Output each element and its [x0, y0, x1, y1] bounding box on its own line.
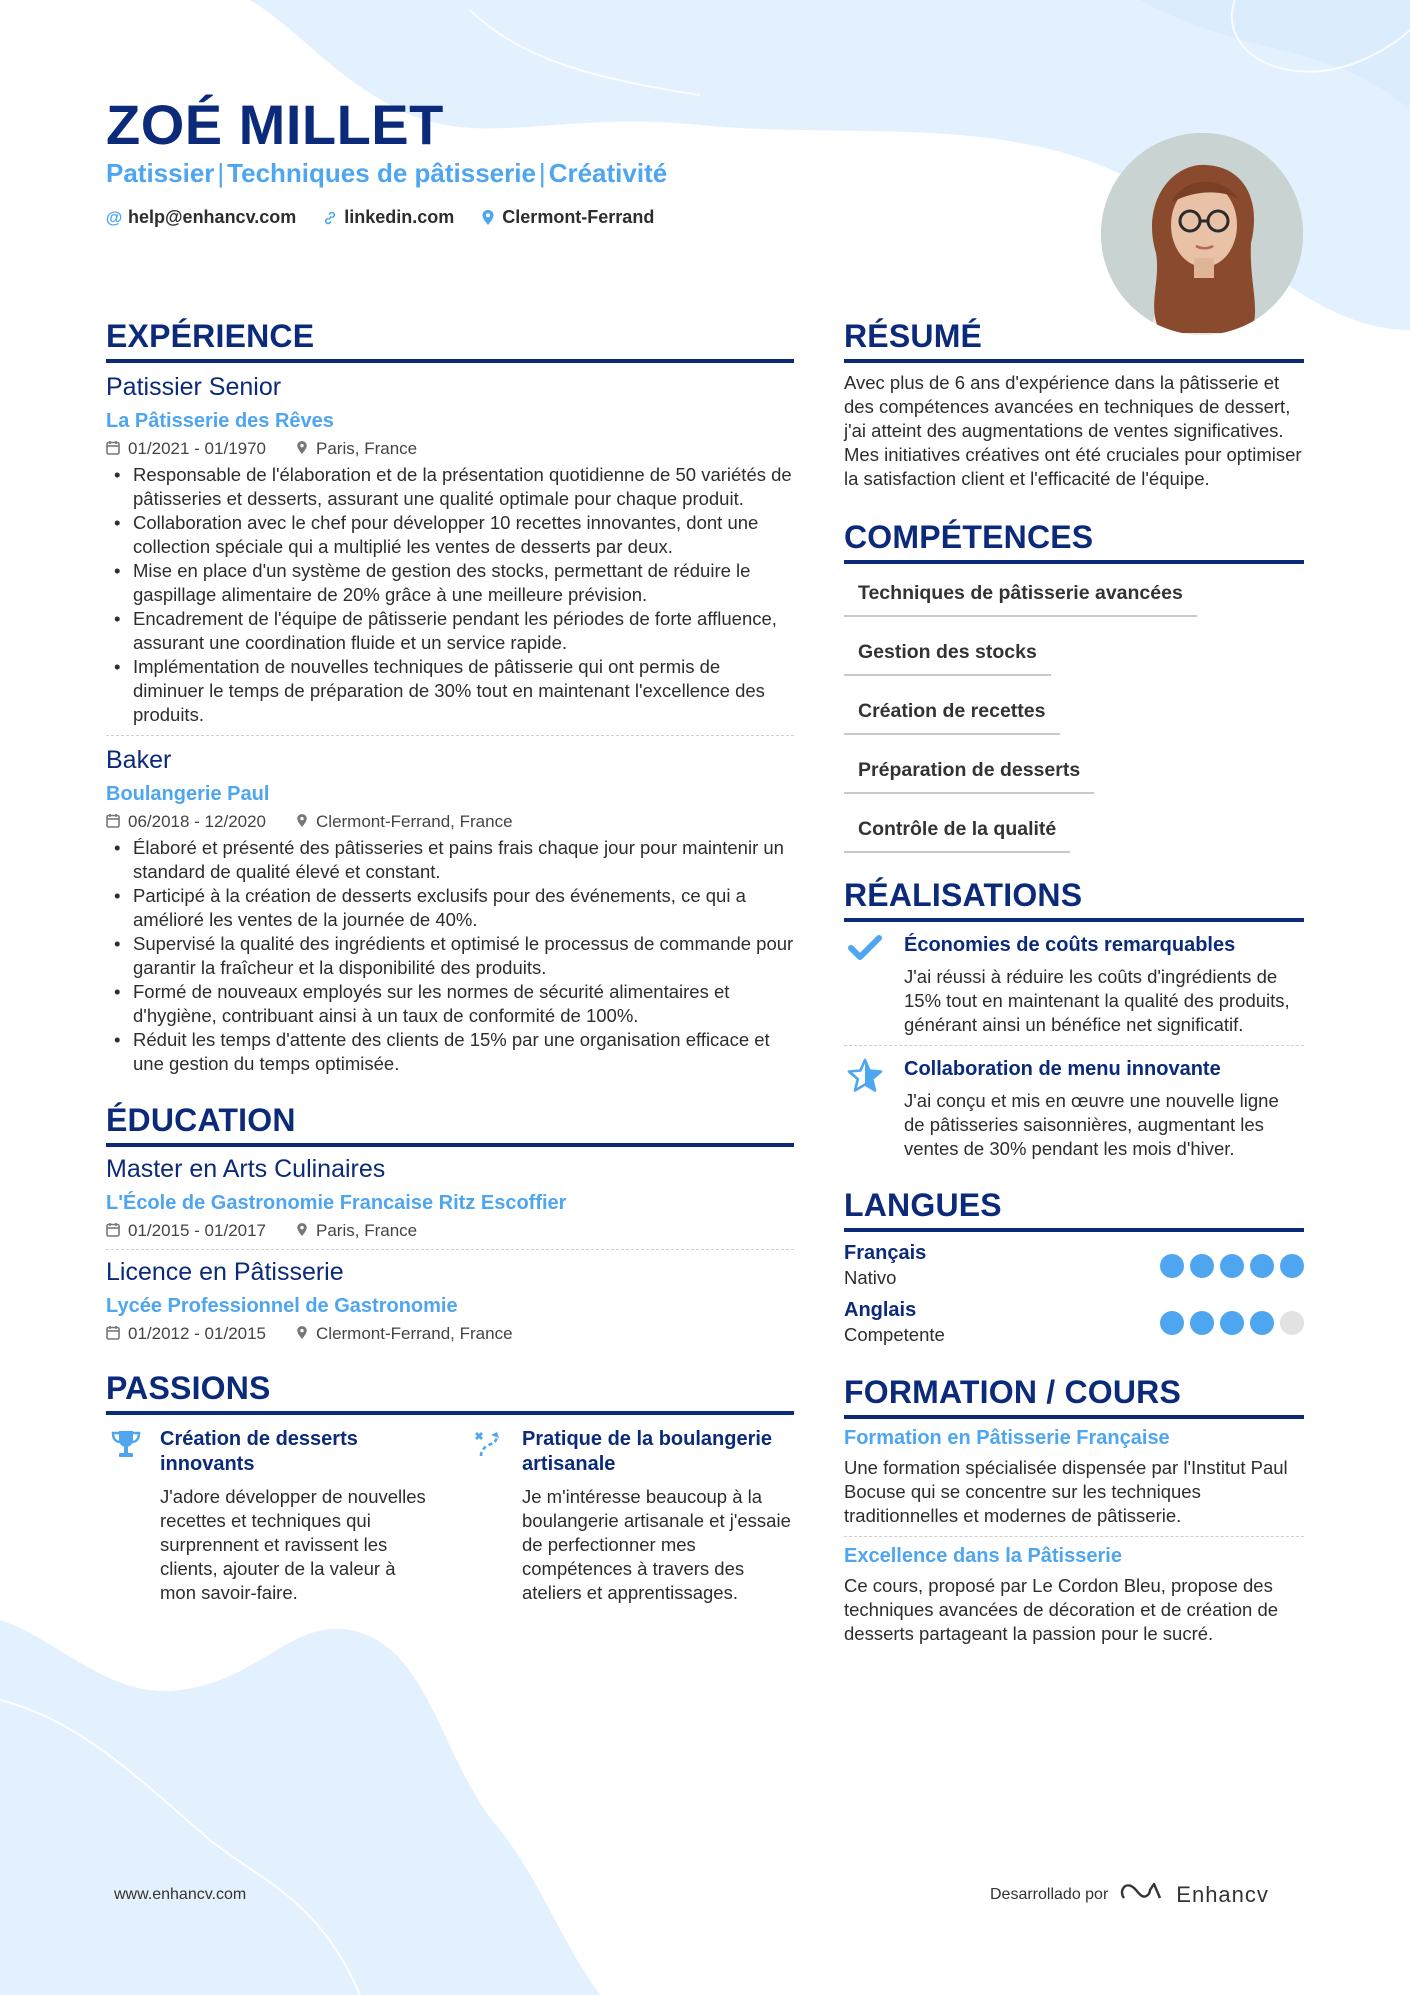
rating-dot-filled [1160, 1254, 1184, 1278]
company-name: Boulangerie Paul [106, 783, 270, 805]
experience-entry [106, 746, 794, 1076]
rating-dot-filled [1220, 1311, 1244, 1335]
headline-trait: Créativité [548, 158, 668, 188]
achievement-title: Économies de coûts remarquables [904, 934, 1236, 956]
job-bullet: • Participé à la création de desserts exclusifs pour des événements, ce qui a amélioré les ventes de la journée de 40%. [106, 884, 794, 932]
summary-section-title: RÉSUMÉ [844, 318, 1304, 363]
location-pin-icon [480, 209, 496, 226]
job-location [296, 439, 417, 459]
course-title: Excellence dans la Pâtisserie [844, 1545, 1122, 1567]
job-bullet: • Mise en place d'un système de gestion des stocks, permettant de réduire le gaspillage alimentaire de 20% grâce à une meilleure prévision. [106, 559, 794, 607]
courses-section-title: FORMATION / COURS [844, 1374, 1304, 1419]
contact-linkedin[interactable] [322, 207, 454, 228]
calendar-icon [106, 440, 120, 459]
achievement-item [844, 1058, 1304, 1161]
rating-dot-empty [1280, 1311, 1304, 1335]
job-dates-text: 01/2021 - 01/1970 [128, 439, 267, 458]
job-bullet: • Encadrement de l'équipe de pâtisserie pendant les périodes de forte affluence, assurant une coordination fluide et un service rapide. [106, 607, 794, 655]
skill-tag: Techniques de pâtisserie avancées [844, 574, 1197, 617]
language-level: Competente [844, 1324, 945, 1345]
achievement-description: J'ai conçu et mis en œuvre une nouvelle ligne de pâtisseries saisonnières, augmentant les ventes de 30% pendant les mois d'hiver. [904, 1090, 1279, 1159]
job-bullet: • Implémentation de nouvelles techniques de pâtisserie qui ont permis de diminuer le temps de préparation de 30% tout en maintenant l'excellence des produits. [106, 655, 794, 727]
job-location-text: Paris, France [316, 439, 418, 458]
job-bullet: • Supervisé la qualité des ingrédients et optimisé le processus de commande pour garantir la fraîcheur et la disponibilité des produits. [106, 932, 794, 980]
divider [106, 1249, 794, 1250]
education-location [296, 1324, 513, 1344]
right-column [844, 318, 1304, 1646]
school-name: Lycée Professionnel de Gastronomie [106, 1295, 458, 1317]
contact-location [480, 207, 654, 228]
footer-website[interactable]: www.enhancv.com [114, 1886, 247, 1903]
skill-tag: Création de recettes [844, 692, 1060, 735]
degree-title: Licence en Pâtisserie [106, 1258, 344, 1286]
language-item [844, 1242, 1304, 1289]
job-dates [106, 812, 266, 832]
passion-item [468, 1427, 794, 1605]
rating-dot-filled [1220, 1254, 1244, 1278]
star-icon [844, 1058, 886, 1161]
contact-email[interactable] [106, 207, 296, 228]
calendar-icon [106, 1222, 120, 1241]
candidate-name: ZOÉ MILLET [106, 93, 444, 156]
enhancv-logo-icon [1120, 1880, 1164, 1909]
link-icon [322, 210, 338, 226]
job-location [296, 812, 513, 832]
location-pin-icon [296, 1325, 308, 1344]
checkmark-icon [844, 934, 886, 1037]
powered-by-label: Desarrollado por [990, 1885, 1109, 1903]
headline-separator: | [217, 158, 225, 188]
passions-section-title: PASSIONS [106, 1370, 794, 1415]
headline-skill: Techniques de pâtisserie [227, 158, 536, 188]
passion-title: Pratique de la boulangerie artisanale [522, 1428, 773, 1475]
job-bullets [106, 463, 794, 727]
headline-role: Patissier [106, 158, 215, 188]
achievement-item [844, 934, 1304, 1037]
rating-dot-filled [1250, 1311, 1274, 1335]
course-description: Une formation spécialisée dispensée par l'Institut Paul Bocuse qui se concentre sur les techniques traditionnelles et modernes de pâtisserie. [844, 1457, 1288, 1526]
course-item [844, 1545, 1304, 1646]
experience-section-title: EXPÉRIENCE [106, 318, 794, 363]
divider [106, 735, 794, 736]
skill-tag: Contrôle de la qualité [844, 810, 1070, 853]
company-name: La Pâtisserie des Rêves [106, 410, 334, 432]
job-bullet: • Collaboration avec le chef pour développer 10 recettes innovantes, dont une collection spéciale qui a multiplié les ventes de desserts par deux. [106, 511, 794, 559]
left-column [106, 318, 794, 1605]
divider [844, 1045, 1304, 1046]
rating-dot-filled [1190, 1254, 1214, 1278]
calendar-icon [106, 813, 120, 832]
rating-dot-filled [1160, 1311, 1184, 1335]
experience-entry [106, 373, 794, 727]
education-entry [106, 1155, 794, 1241]
languages-section-title: LANGUES [844, 1187, 1304, 1232]
headline [106, 158, 667, 189]
language-item [844, 1299, 1304, 1346]
language-name: Français [844, 1242, 927, 1264]
job-bullet: • Formé de nouveaux employés sur les normes de sécurité alimentaires et d'hygiène, contribuant ainsi à un taux de conformité de 100%. [106, 980, 794, 1028]
skills-section-title: COMPÉTENCES [844, 519, 1304, 564]
job-title: Patissier Senior [106, 373, 282, 401]
job-bullet: • Responsable de l'élaboration et de la présentation quotidienne de 50 variétés de pâtisseries et desserts, assurant une qualité optimale pour chaque produit. [106, 463, 794, 511]
school-name: L'École de Gastronomie Francaise Ritz Escoffier [106, 1192, 567, 1214]
degree-title: Master en Arts Culinaires [106, 1155, 386, 1183]
education-meta [106, 1221, 794, 1241]
contact-info [106, 207, 654, 228]
education-location-text: Paris, France [316, 1221, 418, 1240]
job-bullet: • Réduit les temps d'attente des clients de 15% par une organisation efficace et une gestion du temps optimisée. [106, 1028, 794, 1076]
trophy-icon [106, 1427, 146, 1605]
job-location-text: Clermont-Ferrand, France [316, 812, 513, 831]
rating-dot-filled [1280, 1254, 1304, 1278]
achievement-title: Collaboration de menu innovante [904, 1058, 1221, 1080]
achievements-section-title: RÉALISATIONS [844, 877, 1304, 922]
education-entry [106, 1258, 794, 1344]
email-text: help@enhancv.com [128, 207, 297, 227]
language-rating [1160, 1254, 1304, 1278]
job-bullets [106, 836, 794, 1076]
skill-tag: Gestion des stocks [844, 633, 1051, 676]
language-rating [1160, 1311, 1304, 1335]
education-dates-text: 01/2015 - 01/2017 [128, 1221, 267, 1240]
passion-item [106, 1427, 432, 1605]
education-dates-text: 01/2012 - 01/2015 [128, 1324, 267, 1343]
language-level: Nativo [844, 1267, 897, 1288]
education-location [296, 1221, 417, 1241]
rating-dot-filled [1190, 1311, 1214, 1335]
linkedin-text: linkedin.com [344, 207, 455, 227]
job-meta [106, 439, 794, 459]
skill-tag: Préparation de desserts [844, 751, 1094, 794]
summary-text: Avec plus de 6 ans d'expérience dans la pâtisserie et des compétences avancées en techniques de dessert, j'ai atteint des augmentations de ventes significatives. Mes initiatives créatives ont été cruciales pour optimiser la satisfaction client et l'efficacité de l'équipe. [844, 372, 1302, 489]
job-title: Baker [106, 746, 172, 774]
job-dates [106, 439, 266, 459]
passion-description: Je m'intéresse beaucoup à la boulangerie artisanale et j'essaie de perfectionner mes compétences à travers des ateliers et apprentissages. [522, 1486, 791, 1603]
job-meta [106, 812, 794, 832]
rating-dot-filled [1250, 1254, 1274, 1278]
calendar-icon [106, 1325, 120, 1344]
passion-title: Création de desserts innovants [160, 1428, 358, 1475]
skills-list [844, 574, 1304, 869]
location-text: Clermont-Ferrand [502, 207, 655, 227]
achievement-description: J'ai réussi à réduire les coûts d'ingrédients de 15% tout en maintenant la qualité des produits, générant ainsi un bénéfice net significatif. [904, 966, 1290, 1035]
course-title: Formation en Pâtisserie Française [844, 1427, 1170, 1449]
headline-separator: | [538, 158, 546, 188]
education-dates [106, 1221, 266, 1241]
profile-photo [1101, 133, 1303, 335]
language-name: Anglais [844, 1299, 917, 1321]
education-meta [106, 1324, 794, 1344]
job-bullet: • Élaboré et présenté des pâtisseries et pains frais chaque jour pour maintenir un standard de qualité élevé et constant. [106, 836, 794, 884]
passion-description: J'adore développer de nouvelles recettes et techniques qui surprennent et ravissent les clients, ajouter de la valeur à mon savoir-faire. [160, 1486, 426, 1603]
course-item [844, 1427, 1304, 1528]
job-dates-text: 06/2018 - 12/2020 [128, 812, 267, 831]
course-description: Ce cours, proposé par Le Cordon Bleu, propose des techniques avancées de décoration et de création de desserts partageant la passion pour le sucré. [844, 1575, 1279, 1644]
brand-name: Enhancv [1176, 1881, 1269, 1907]
at-sign-icon: @ [105, 207, 123, 227]
location-pin-icon [296, 440, 308, 459]
location-pin-icon [296, 1222, 308, 1241]
passions-list [106, 1427, 794, 1605]
divider [844, 1536, 1304, 1537]
route-icon [468, 1427, 508, 1605]
education-dates [106, 1324, 266, 1344]
education-location-text: Clermont-Ferrand, France [316, 1324, 513, 1343]
location-pin-icon [296, 813, 308, 832]
footer-branding [990, 1880, 1269, 1909]
education-section-title: ÉDUCATION [106, 1102, 794, 1147]
